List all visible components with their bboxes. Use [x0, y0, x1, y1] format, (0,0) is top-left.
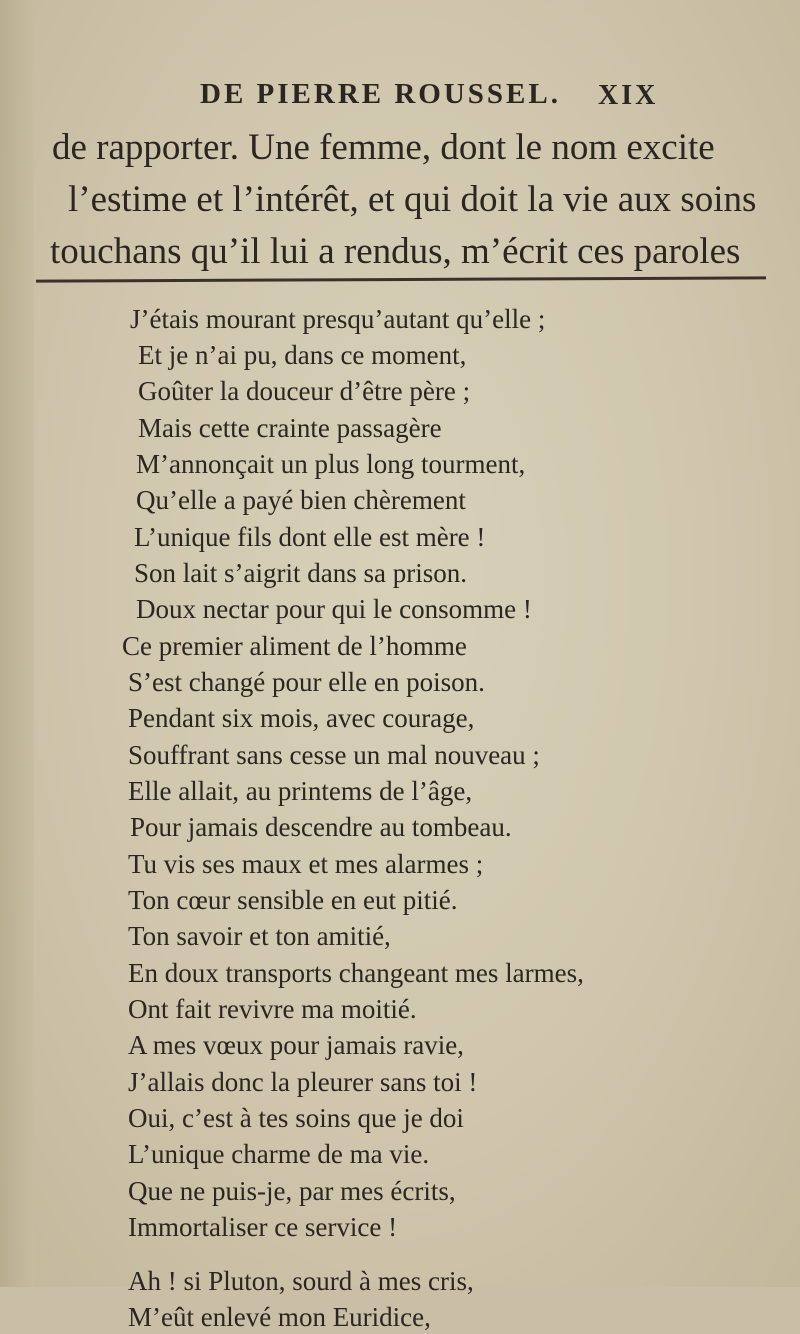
poem-line: Que ne puis-je, par mes écrits, — [128, 1176, 456, 1206]
poem-line: Pour jamais descendre au tombeau. — [130, 812, 512, 842]
poem-line: A mes vœux pour jamais ravie, — [128, 1030, 464, 1060]
poem-line: Souffrant sans cesse un mal nouveau ; — [128, 740, 540, 770]
poem-line: J’allais donc la pleurer sans toi ! — [128, 1067, 478, 1097]
poem-line: Pendant six mois, avec courage, — [128, 703, 475, 733]
poem-line: Oui, c’est à tes soins que je doi — [128, 1103, 464, 1133]
poem-line: M’annonçait un plus long tourment, — [136, 449, 526, 479]
poem-line: Ton savoir et ton amitié, — [128, 921, 391, 951]
prose-line: de rapporter. Une femme, dont le nom excite — [52, 127, 715, 168]
poem-line: S’est changé pour elle en poison. — [128, 667, 485, 697]
poem-line: Goûter la douceur d’être père ; — [138, 376, 471, 406]
poem-line: Qu’elle a payé bien chèrement — [136, 485, 466, 515]
poem-line: Ah ! si Pluton, sourd à mes cris, — [128, 1266, 474, 1296]
poem-line: Son lait s’aigrit dans sa prison. — [134, 558, 467, 588]
poem-line: Et je n’ai pu, dans ce moment, — [138, 340, 467, 370]
poem-line: En doux transports changeant mes larmes, — [128, 958, 584, 988]
poem-line: L’unique fils dont elle est mère ! — [134, 522, 486, 552]
poem-line: J’étais mourant presqu’autant qu’elle ; — [130, 304, 546, 334]
poem-line: Ton cœur sensible en eut pitié. — [128, 885, 458, 915]
poem-line: Immortaliser ce service ! — [128, 1212, 398, 1242]
page-edge-shadow — [0, 0, 34, 1287]
poem-line: L’unique charme de ma vie. — [128, 1139, 430, 1169]
poem-line: Elle allait, au printems de l’âge, — [128, 776, 473, 806]
page-number: XIX — [598, 80, 659, 111]
poem-line: Tu vis ses maux et mes alarmes ; — [128, 849, 484, 879]
poem-line: M’eût enlevé mon Euridice, — [128, 1302, 431, 1332]
poem-line: Ce premier aliment de l’homme — [122, 631, 467, 661]
prose-line: touchans qu’il lui a rendus, m’écrit ces paroles — [50, 231, 741, 272]
poem-line: Mais cette crainte passagère — [138, 413, 442, 443]
running-title: DE PIERRE ROUSSEL. — [200, 78, 561, 110]
prose-line: l’estime et l’intérêt, et qui doit la vie aux soins — [68, 179, 757, 220]
prose-paragraph — [50, 122, 770, 278]
poem-line: Ont fait revivre ma moitié. — [128, 994, 417, 1024]
poem-line: Doux nectar pour qui le consomme ! — [136, 594, 532, 624]
